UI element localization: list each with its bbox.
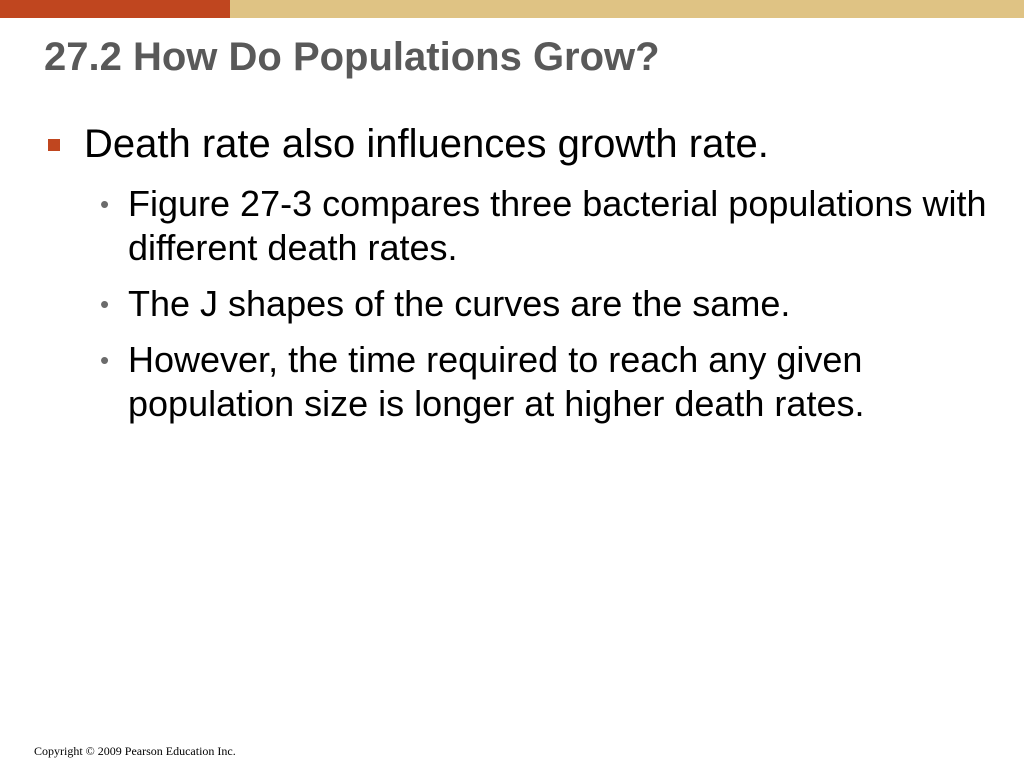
square-bullet-icon — [48, 139, 60, 151]
bullet-level2 — [44, 338, 994, 426]
dot-bullet-icon: • — [100, 189, 110, 219]
slide-body — [44, 118, 994, 426]
top-decorative-bar — [0, 0, 1024, 18]
slide-title: 27.2 How Do Populations Grow? — [44, 35, 660, 79]
top-bar-tan-segment — [230, 0, 1024, 18]
bullet-level2 — [44, 182, 994, 270]
bullet-level1 — [44, 118, 994, 170]
bullet-level2-text: Figure 27-3 compares three bacterial populations with different death rates. — [128, 183, 987, 268]
bullet-level2-text: The J shapes of the curves are the same. — [128, 283, 791, 324]
bullet-level2-text: However, the time required to reach any given population size is longer at higher death rates. — [128, 339, 865, 424]
dot-bullet-icon: • — [100, 345, 110, 375]
bullet-level1-text: Death rate also influences growth rate. — [84, 122, 769, 166]
top-bar-accent-segment — [0, 0, 230, 18]
copyright-footer: Copyright © 2009 Pearson Education Inc. — [34, 744, 236, 758]
bullet-level2 — [44, 282, 994, 326]
dot-bullet-icon: • — [100, 289, 110, 319]
